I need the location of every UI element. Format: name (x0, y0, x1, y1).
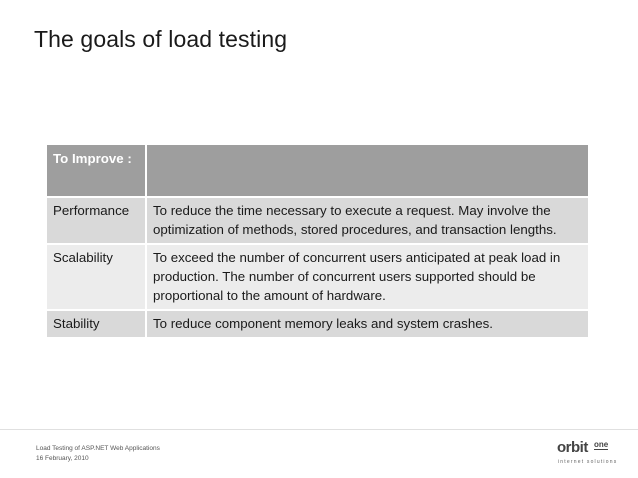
footer-presentation-title: Load Testing of ASP.NET Web Applications (36, 445, 160, 452)
table-row (47, 197, 588, 244)
company-logo (557, 439, 619, 467)
table-row (47, 244, 588, 310)
table-header-row (47, 145, 588, 197)
row-description-performance: To reduce the time necessary to execute a request. May involve the optimization of methods, stored procedures, and transaction lengths. (146, 197, 588, 244)
row-term-scalability: Scalability (47, 244, 146, 310)
logo-tagline: internet solutions (558, 459, 618, 465)
slide-title: The goals of load testing (34, 26, 288, 52)
table-header-improve: To Improve : (47, 145, 146, 197)
footer-divider (0, 429, 638, 430)
table-header-empty (146, 145, 588, 197)
logo-main-text: orbit (557, 439, 588, 456)
row-description-stability: To reduce component memory leaks and system crashes. (146, 310, 588, 337)
table-row (47, 310, 588, 337)
logo-sub-text: one (594, 440, 609, 449)
row-description-scalability: To exceed the number of concurrent users anticipated at peak load in production. The number of concurrent users supported should be proportional to the amount of hardware. (146, 244, 588, 310)
row-term-stability: Stability (47, 310, 146, 337)
footer (36, 444, 160, 464)
row-term-performance: Performance (47, 197, 146, 244)
footer-date: 16 February, 2010 (36, 455, 89, 462)
goals-table (47, 145, 588, 337)
